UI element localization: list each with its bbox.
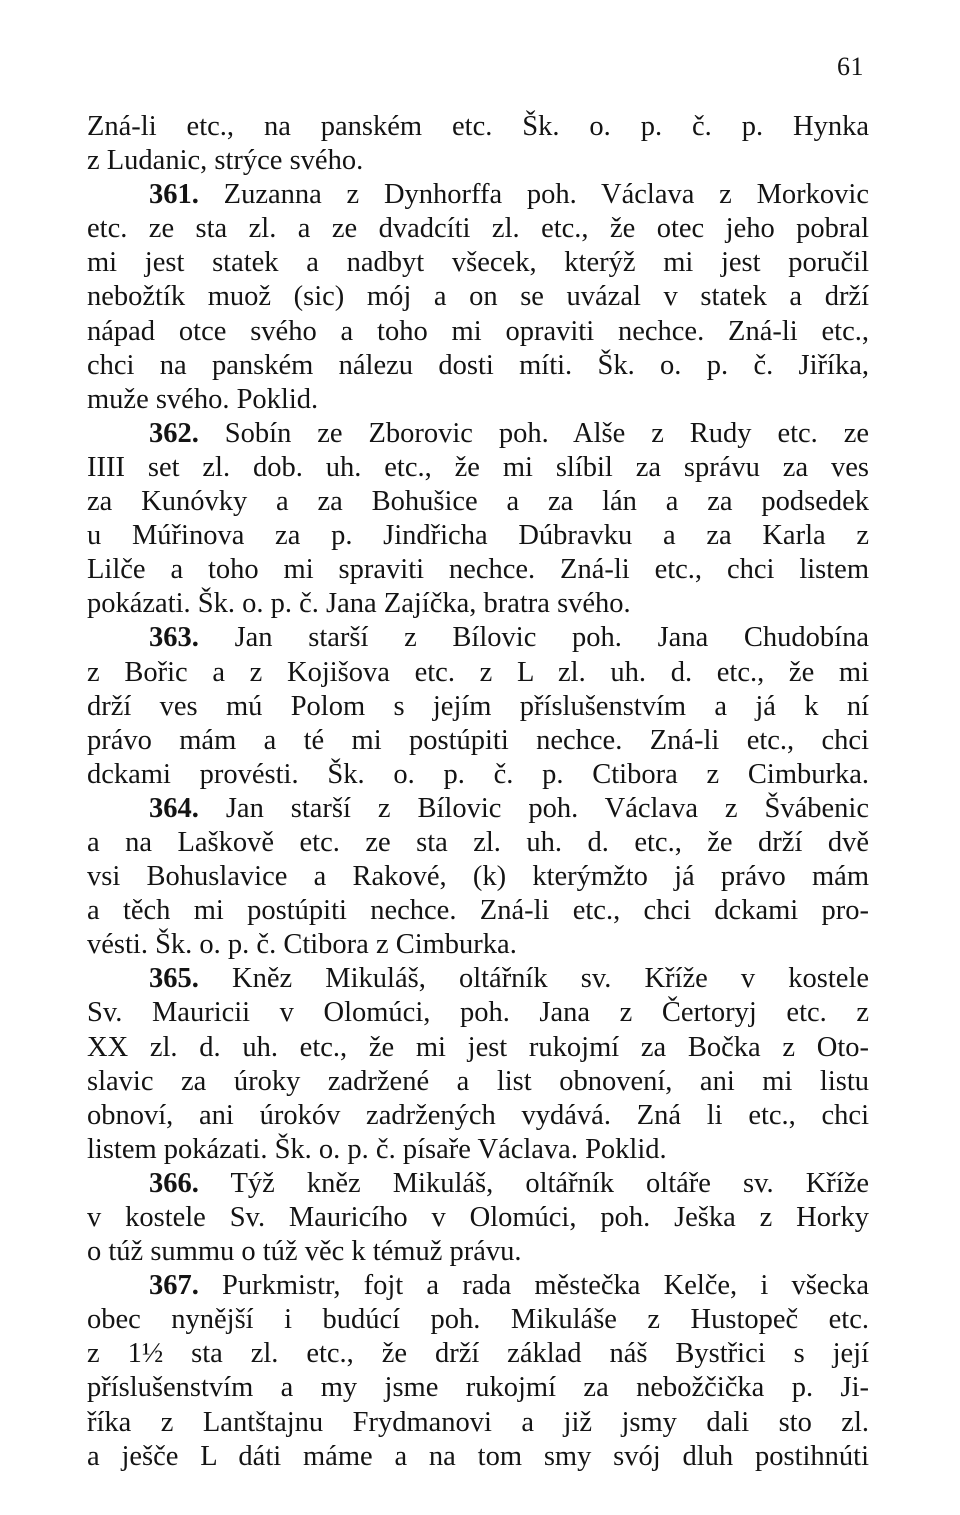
- text-line: [87, 1031, 869, 1065]
- text-line: [87, 1133, 869, 1167]
- entry-start-line: [87, 1167, 869, 1201]
- line-text: pokázati. Šk. o. p. č. Jana Zajíčka, bratra svého.: [87, 588, 631, 620]
- entry-number: 366.: [149, 1167, 199, 1199]
- line-text: Kněz Mikuláš, oltářník sv. Kříže v kostele: [232, 963, 870, 995]
- text-line: [87, 212, 869, 246]
- text-line: [87, 1099, 869, 1133]
- line-text: a těch mi postúpiti nechce. Zná-li etc., chci dckami pro-: [87, 895, 869, 927]
- text-line: [87, 587, 869, 621]
- entry-start-line: [87, 621, 869, 655]
- line-text: drží ves mú Polom s jejím příslušenstvím a já k ní: [87, 690, 869, 722]
- text-line: [87, 996, 869, 1030]
- line-text: Sv. Mauricii v Olomúci, poh. Jana z Čertoryj etc. z: [87, 997, 869, 1029]
- line-text: vsi Bohuslavice a Rakové, (k) kterýmžto já právo mám: [87, 861, 869, 893]
- text-line: [87, 690, 869, 724]
- line-text: říka z Lantštajnu Frydmanovi a již jsmy dali sto zl.: [87, 1406, 869, 1438]
- text-line: [87, 1201, 869, 1235]
- text-line: [87, 519, 869, 553]
- text-line: [87, 451, 869, 485]
- line-text: XX zl. d. uh. etc., že mi jest rukojmí za Bočka z Oto-: [87, 1031, 869, 1063]
- text-line: [87, 280, 869, 314]
- entry-start-line: [87, 1269, 869, 1303]
- line-text: Sobín ze Zborovic poh. Alše z Rudy etc. ze: [224, 417, 869, 449]
- line-text: a ješče L dáti máme a na tom smy svój dluh postihnúti: [87, 1440, 869, 1472]
- line-text: právo mám a té mi postúpiti nechce. Zná-li etc., chci: [87, 724, 869, 756]
- entry-start-line: [87, 962, 869, 996]
- line-text: a na Laškově etc. ze sta zl. uh. d. etc., že drží dvě: [87, 826, 869, 858]
- entry-number: 364.: [149, 792, 199, 824]
- page-number: 61: [837, 52, 864, 81]
- line-text: u Múřinova za p. Jindřicha Dúbravku a za Karla z: [87, 520, 869, 552]
- text-line: [87, 1440, 869, 1474]
- line-text: Lilče a toho mi spraviti nechce. Zná-li etc., chci listem: [87, 554, 869, 586]
- line-text: chci na panském nálezu dosti míti. Šk. o. p. č. Jiříka,: [87, 349, 869, 381]
- text-line: [87, 1337, 869, 1371]
- line-text: muže svého. Poklid.: [87, 383, 319, 415]
- line-text: nebožtík muož (sic) mój a on se uvázal v statek a drží: [87, 281, 869, 313]
- line-text: Zná-li etc., na panském etc. Šk. o. p. č. p. Hynka: [87, 111, 869, 142]
- text-line: [87, 724, 869, 758]
- text-block: [87, 110, 869, 1474]
- text-line: [87, 656, 869, 690]
- line-text: Jan starší z Bílovic poh. Václava z Švábenic: [225, 792, 869, 824]
- line-text: vésti. Šk. o. p. č. Ctibora z Cimburka.: [87, 929, 517, 961]
- text-line: [87, 246, 869, 280]
- text-line: [87, 553, 869, 587]
- text-line: [87, 1406, 869, 1440]
- line-text: etc. ze sta zl. a ze dvadcíti zl. etc., že otec jeho pobral: [87, 213, 869, 245]
- entry-start-line: [87, 178, 869, 212]
- line-text: obnoví, ani úrokóv zadržených vydává. Zná li etc., chci: [87, 1099, 869, 1131]
- entry-number: 365.: [149, 963, 199, 995]
- line-text: v kostele Sv. Mauricího v Olomúci, poh. Ješka z Horky: [87, 1202, 869, 1233]
- text-line: [87, 894, 869, 928]
- text-line: [87, 1065, 869, 1099]
- text-line: [87, 110, 869, 144]
- line-text: nápad otce svého a toho mi opraviti nechce. Zná-li etc.,: [87, 315, 869, 347]
- line-text: slavic za úroky zadržené a list obnovení, ani mi listu: [87, 1065, 869, 1097]
- line-text: příslušenstvím a my jsme rukojmí za nebožčička p. Ji-: [87, 1372, 869, 1404]
- text-line: [87, 758, 869, 792]
- text-line: [87, 485, 869, 519]
- line-text: za Kunóvky a za Bohušice a za lán a za podsedek: [87, 486, 869, 518]
- entry-number: 361.: [149, 179, 199, 211]
- entry-start-line: [87, 792, 869, 826]
- text-line: [87, 826, 869, 860]
- line-text: Jan starší z Bílovic poh. Jana Chudobína: [234, 622, 869, 654]
- entry-number: 362.: [149, 417, 199, 449]
- line-text: o túž summu o túž věc k témuž právu.: [87, 1236, 522, 1268]
- line-text: Purkmistr, fojt a rada městečka Kelče, i všecka: [222, 1270, 869, 1302]
- line-text: dckami provésti. Šk. o. p. č. p. Ctibora z Cimburka.: [87, 758, 869, 790]
- text-line: [87, 1303, 869, 1337]
- line-text: z Bořic a z Kojišova etc. z L zl. uh. d. etc., že mi: [87, 656, 869, 688]
- line-text: obec nynější i budúcí poh. Mikuláše z Hustopeč etc.: [87, 1304, 869, 1336]
- text-line: [87, 1235, 869, 1269]
- entry-start-line: [87, 417, 869, 451]
- line-text: Týž kněz Mikuláš, oltářník oltáře sv. Kříže: [230, 1167, 869, 1199]
- line-text: mi jest statek a nadbyt všecek, kterýž mi jest poručil: [87, 247, 869, 279]
- text-line: [87, 860, 869, 894]
- text-line: [87, 383, 869, 417]
- text-line: [87, 1371, 869, 1405]
- entry-number: 367.: [149, 1270, 199, 1302]
- entry-number: 363.: [149, 622, 199, 654]
- line-text: z 1½ sta zl. etc., že drží základ náš Bystřici s její: [87, 1338, 869, 1370]
- line-text: IIII set zl. dob. uh. etc., že mi slíbil za správu za ves: [87, 451, 869, 483]
- text-line: [87, 928, 869, 962]
- line-text: Zuzanna z Dynhorffa poh. Václava z Morkovic: [223, 179, 869, 211]
- text-line: [87, 315, 869, 349]
- line-text: listem pokázati. Šk. o. p. č. písaře Václava. Poklid.: [87, 1133, 667, 1165]
- text-line: [87, 349, 869, 383]
- text-line: [87, 144, 869, 178]
- line-text: z Ludanic, strýce svého.: [87, 145, 364, 177]
